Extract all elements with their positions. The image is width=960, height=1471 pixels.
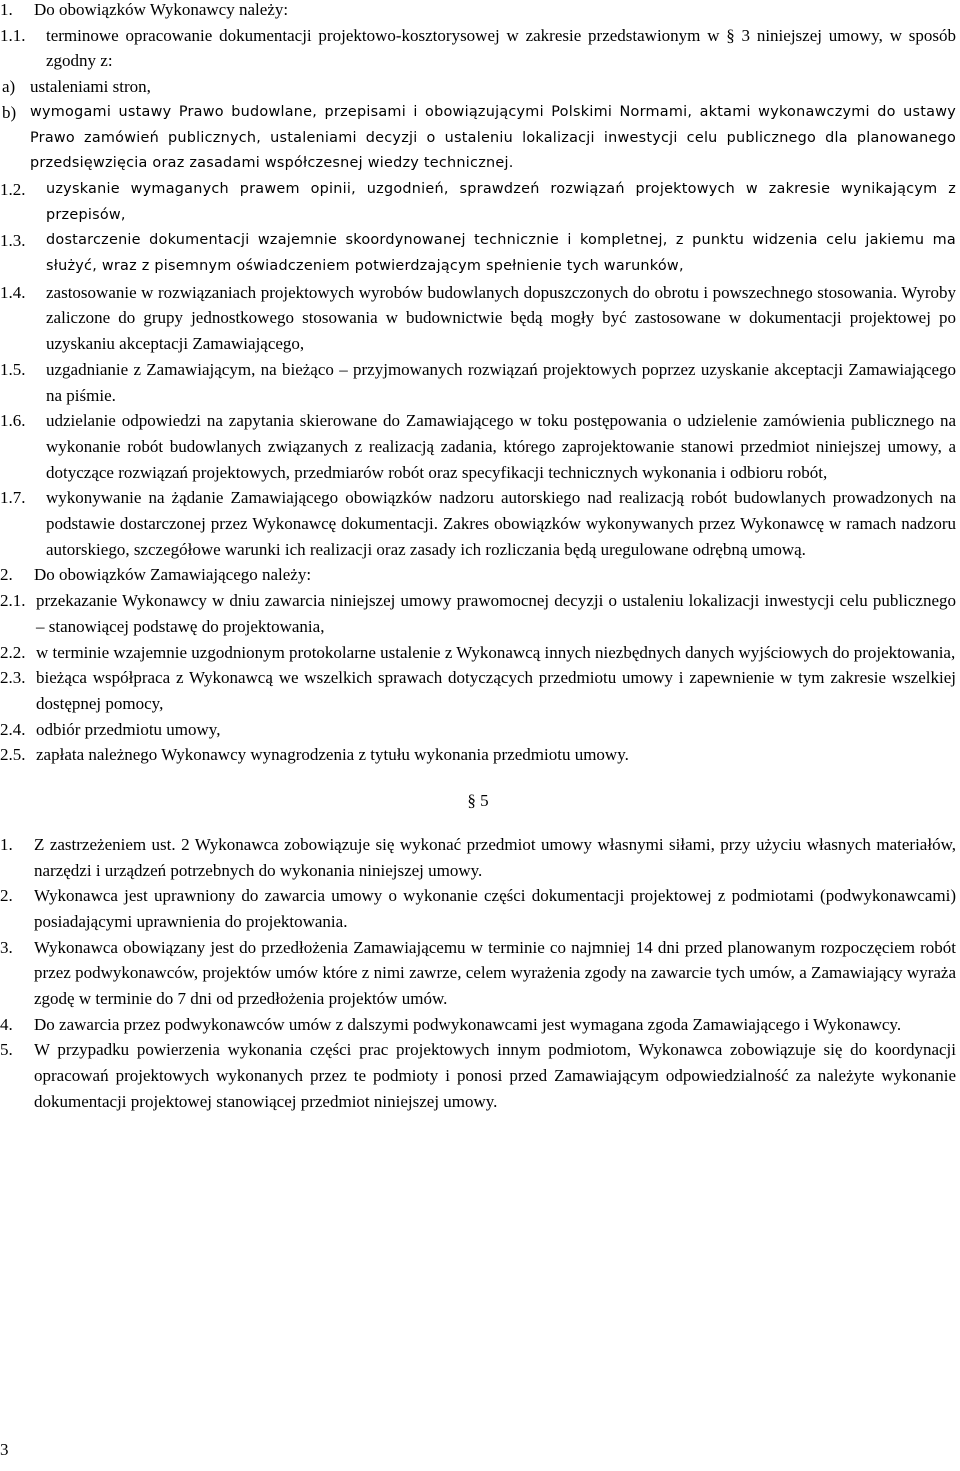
list-item-5-5	[0, 1037, 956, 1114]
item-text: dostarczenie dokumentacji wzajemnie skoordynowanej technicznie i kompletnej, z punktu widzenia celu jakiemu ma służyć, wraz z pisemnym oświadczeniem potwierdzającym spełnienie tych warunków,	[46, 232, 956, 275]
list-item-5-3	[0, 935, 956, 1012]
item-text: Wykonawca obowiązany jest do przedłożenia Zamawiającemu w terminie co najmniej 14 dni przed planowanym rozpoczęciem robót przez podwykonawców, projektów umów które z nimi zawrze, celem wyrażenia zgody na zawarcie tych umów, a Zamawiający wyraża zgodę w terminie do 7 dni od przedłożenia projektów umów.	[34, 937, 956, 1009]
list-item-1-6	[0, 408, 956, 485]
heading-text: Do obowiązków Wykonawcy należy:	[34, 0, 289, 19]
list-item-2-1	[0, 588, 956, 639]
list-item-5-2	[0, 883, 956, 934]
list-item-1-3	[0, 228, 956, 279]
item-number: 1.1.	[0, 25, 26, 45]
list-item-2-5	[0, 742, 956, 768]
list-item-5-1	[0, 832, 956, 883]
item-text: Wykonawca jest uprawniony do zawarcia umowy o wykonanie części dokumentacji projektowej z podmiotami (podwykonawcami) posiadającymi uprawnienia do projektowania.	[34, 886, 956, 931]
item-number: 2.1.	[0, 591, 26, 611]
item-number: 1.	[0, 834, 13, 854]
item-number: 3.	[0, 937, 13, 957]
item-number: 4.	[0, 1014, 13, 1034]
item-text: bieżąca współpraca z Wykonawcą we wszelkich sprawach dotyczących przedmiotu umowy i zapewnienie w tym zakresie wszelkiej dostępnej pomocy,	[36, 668, 956, 713]
list-item-2-4	[0, 717, 956, 743]
list-item-2-3	[0, 665, 956, 716]
item-text: Do zawarcia przez podwykonawców umów z dalszymi podwykonawcami jest wymagana zgoda Zamawiającego i Wykonawcy.	[34, 1014, 902, 1034]
heading-text: Do obowiązków Zamawiającego należy:	[34, 565, 312, 585]
item-text: przekazanie Wykonawcy w dniu zawarcia niniejszej umowy prawomocnej decyzji o ustaleniu lokalizacji inwestycji celu publicznego – stanowiącej podstawę do projektowania,	[36, 591, 956, 636]
sub-item-label: a)	[2, 77, 16, 97]
item-text: uzgadnianie z Zamawiającym, na bieżąco – przyjmowanych rozwiązań projektowych poprzez uzyskanie akceptacji Zamawiającego na piśmie.	[46, 359, 956, 405]
list-item-5-4	[0, 1012, 956, 1038]
item-number: 1.7.	[0, 488, 26, 508]
item-number: 1.6.	[0, 411, 26, 431]
list-item-2-2	[0, 640, 956, 666]
heading-number: 1.	[0, 0, 13, 19]
item-number: 2.3.	[0, 668, 26, 688]
heading-obowiazki-zamawiajacego	[0, 562, 956, 588]
section-title: § 5	[467, 791, 489, 811]
item-text: udzielanie odpowiedzi na zapytania skierowane do Zamawiającego w toku postępowania o udzielenie zamówienia publicznego na wykonanie robót budowlanych związanych z realizacją zadania, którego zaprojektowanie stanowi przedmiot niniejszej umowy, a dotyczące rozwiązań projektowych, przedmiarów robót oraz specyfikacji technicznych wykonania i odbioru robót,	[46, 411, 956, 482]
item-number: 2.2.	[0, 642, 26, 662]
item-text: terminowe opracowanie dokumentacji projektowo-kosztorysowej w zakresie przedstawionym w § 3 niniejszej umowy, w sposób zgodny z:	[46, 25, 956, 71]
sub-item-a	[0, 74, 956, 100]
list-item-1-7	[0, 485, 956, 562]
item-number: 1.5.	[0, 359, 26, 379]
heading-number: 2.	[0, 565, 13, 585]
sub-item-text: ustaleniami stron,	[30, 77, 151, 97]
sub-item-text: wymogami ustawy Prawo budowlane, przepisami i obowiązującymi Polskimi Normami, aktami wykonawczymi do ustawy Prawo zamówień publicznych, ustaleniami decyzji o ustaleniu lokalizacji inwestycji celu publicznego dla planowanego przedsięwzięcia oraz zasadami współczesnej wiedzy technicznej.	[30, 103, 956, 172]
sub-item-b	[0, 100, 956, 177]
item-text: zastosowanie w rozwiązaniach projektowych wyrobów budowlanych dopuszczonych do obrotu i powszechnego stosowania. Wyroby zaliczone do grupy jednostkowego stosowania w budownictwie będą mogły być zastosowane w dokumentacji projektowej po uzyskaniu akceptacji Zamawiającego,	[46, 282, 956, 354]
item-number: 1.3.	[0, 231, 26, 251]
item-text: wykonywanie na żądanie Zamawiającego obowiązków nadzoru autorskiego nad realizacją robót budowlanych prowadzonych na podstawie dostarczonej przez Wykonawcę dokumentacji. Zakres obowiązków wykonywanych przez Wykonawcę w ramach nadzoru autorskiego, szczegółowe warunki ich realizacji oraz zasady ich rozliczania będą uregulowane odrębną umową.	[46, 488, 956, 559]
item-number: 5.	[0, 1040, 13, 1060]
list-item-1-4	[0, 280, 956, 357]
list-item-1-1	[0, 23, 956, 74]
item-text: zapłata należnego Wykonawcy wynagrodzenia z tytułu wykonania przedmiotu umowy.	[36, 745, 629, 765]
item-text: w terminie wzajemnie uzgodnionym protokolarne ustalenie z Wykonawcą innych niezbędnych danych wyjściowych do projektowania,	[36, 642, 956, 662]
item-number: 2.5.	[0, 745, 26, 765]
list-item-1-2	[0, 177, 956, 228]
item-number: 2.	[0, 886, 13, 906]
page-number: 3	[0, 1440, 9, 1459]
sub-item-label: b)	[2, 102, 17, 122]
item-text: uzyskanie wymaganych prawem opinii, uzgodnień, sprawdzeń rozwiązań projektowych w zakresie wynikającym z przepisów,	[46, 180, 956, 223]
item-text: W przypadku powierzenia wykonania części prac projektowych innym podmiotom, Wykonawca zobowiązuje się do koordynacji opracowań projektowych wykonanych przez te podmioty i ponosi przed Zamawiającym odpowiedzialność za należyte wykonanie dokumentacji projektowej stanowiącej przedmiot niniejszej umowy.	[34, 1040, 956, 1111]
list-item-1-5	[0, 357, 956, 408]
item-text: odbiór przedmiotu umowy,	[36, 719, 221, 739]
item-number: 1.4.	[0, 282, 26, 302]
heading-obowiazki-wykonawcy	[0, 0, 956, 23]
item-text: Z zastrzeżeniem ust. 2 Wykonawca zobowiązuje się wykonać przedmiot umowy własnymi siłami, przy użyciu własnych materiałów, narzędzi i urządzeń potrzebnych do wykonania niniejszej umowy.	[34, 834, 956, 880]
item-number: 2.4.	[0, 719, 26, 739]
item-number: 1.2.	[0, 179, 26, 199]
